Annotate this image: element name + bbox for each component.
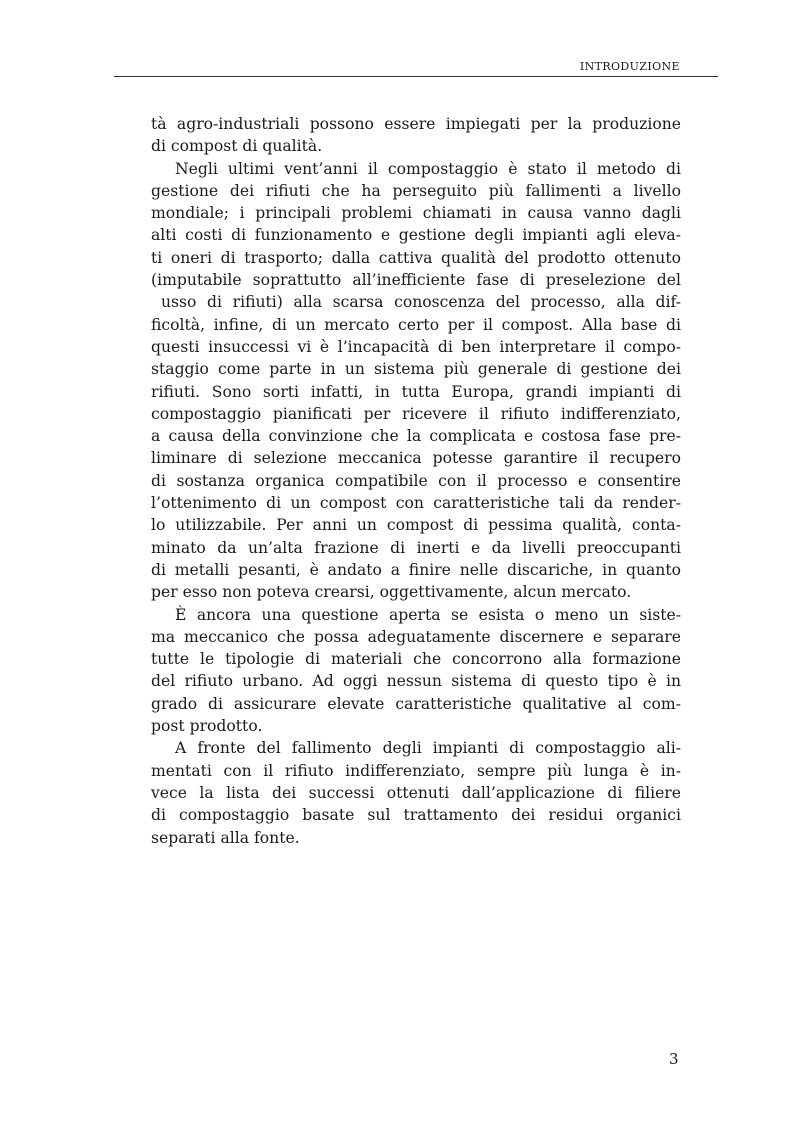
text-line: Negli ultimi vent’anni il compostaggio è stato il metodo di (175, 159, 681, 178)
text-line: di metalli pesanti, è andato a finire nelle discariche, in quanto (151, 560, 681, 579)
text-line: gestione dei rifiuti che ha perseguito più fallimenti a livello (151, 181, 681, 200)
text-line: alti costi di funzionamento e gestione degli impianti agli eleva- (151, 226, 681, 245)
text-line: per esso non poteva crearsi, oggettivamente, alcun mercato. (151, 583, 632, 602)
text-line: mentati con il rifiuto indifferenziato, sempre più lunga è in- (151, 761, 681, 780)
text-line: separati alla fonte. (151, 828, 300, 847)
text-line: lo utilizzabile. Per anni un compost di pessima qualità, conta- (151, 516, 681, 535)
running-title: INTRODUZIONE (579, 60, 680, 73)
text-line: di compost di qualità. (151, 137, 323, 156)
body-text (151, 113, 681, 849)
text-line: (imputabile soprattutto all’inefficiente fase di preselezione del (151, 271, 681, 290)
text-line: tà agro-industriali possono essere impiegati per la produzione (151, 115, 681, 133)
text-line: vece la lista dei successi ottenuti dall’applicazione di filiere (151, 783, 681, 802)
text-line: di compostaggio basate sul trattamento dei residui organici (151, 806, 681, 825)
text-line: del rifiuto urbano. Ad oggi nessun sistema di questo tipo è in (151, 672, 681, 691)
text-line: l’ottenimento di un compost con caratteristiche tali da render- (151, 494, 681, 513)
text-line: minato da un’alta frazione di inerti e da livelli preoccupanti (151, 538, 681, 557)
text-line: È ancora una questione aperta se esista o meno un siste- (175, 605, 681, 624)
text-line: post prodotto. (151, 717, 263, 736)
text-line: A fronte del fallimento degli impianti di compostaggio ali- (175, 739, 681, 758)
text-line: staggio come parte in un sistema più generale di gestione dei (151, 360, 681, 379)
text-line: liminare di selezione meccanica potesse garantire il recupero (151, 449, 681, 468)
text-line: tutte le tipologie di materiali che concorrono alla formazione (151, 650, 681, 669)
text-line: a causa della convinzione che la complicata e costosa fase pre- (151, 427, 681, 446)
text-line: ma meccanico che possa adeguatamente discernere e separare (151, 627, 681, 646)
text-line: ficoltà, infine, di un mercato certo per il compost. Alla base di (151, 315, 681, 334)
text-line: di sostanza organica compatibile con il processo e consentire (151, 471, 681, 490)
text-line: usso di rifiuti) alla scarsa conoscenza del processo, alla dif- (161, 293, 681, 312)
page-number: 3 (669, 1050, 679, 1068)
text-line: grado di assicurare elevate caratteristiche qualitative al com- (151, 694, 681, 713)
text-line: questi insuccessi vi è l’incapacità di ben interpretare il compo- (151, 337, 681, 356)
text-line: rifiuti. Sono sorti infatti, in tutta Europa, grandi impianti di (151, 382, 681, 401)
text-line: compostaggio pianificati per ricevere il rifiuto indifferenziato, (151, 404, 681, 423)
running-header (114, 60, 718, 77)
text-line: mondiale; i principali problemi chiamati in causa vanno dagli (151, 204, 681, 223)
text-line: ti oneri di trasporto; dalla cattiva qualità del prodotto ottenuto (151, 248, 681, 267)
